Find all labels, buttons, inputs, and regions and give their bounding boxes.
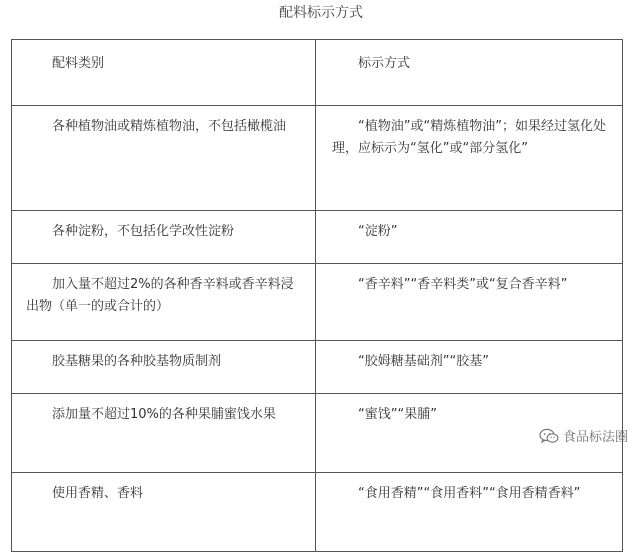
- table-row: [12, 211, 623, 264]
- table-header-row: [12, 40, 623, 106]
- category-cell: 添加量不超过10%的各种果脯蜜饯水果: [12, 394, 316, 473]
- watermark-text: 食品标法圈: [562, 430, 628, 445]
- watermark: [539, 426, 628, 445]
- table-row: [12, 394, 623, 473]
- ingredient-labeling-table: [11, 39, 623, 552]
- category-cell: 各种淀粉，不包括化学改性淀粉: [12, 211, 316, 264]
- header-category: 配料类别: [12, 40, 316, 106]
- table-row: [12, 106, 623, 211]
- labeling-cell: “胶姆糖基础剂”“胶基”: [316, 341, 623, 394]
- table-row: [12, 264, 623, 341]
- table-row: [12, 341, 623, 394]
- table-row: [12, 473, 623, 552]
- category-cell: 使用香精、香料: [12, 473, 316, 552]
- labeling-cell: “食用香精”“食用香料”“食用香精香料”: [316, 473, 623, 552]
- category-cell: 各种植物油或精炼植物油，不包括橄榄油: [12, 106, 316, 211]
- category-cell: 加入量不超过2%的各种香辛料或香辛料浸出物（单一的或合计的）: [12, 264, 316, 341]
- wechat-icon: [539, 428, 559, 444]
- labeling-cell: “蜜饯”“果脯”: [316, 394, 623, 473]
- page-title: 配料标示方式: [279, 5, 363, 21]
- labeling-cell: “植物油”或“精炼植物油”；如果经过氢化处理，应标示为“氢化”或“部分氢化”: [316, 106, 623, 211]
- category-cell: 胶基糖果的各种胶基物质制剂: [12, 341, 316, 394]
- labeling-cell: “淀粉”: [316, 211, 623, 264]
- labeling-cell: “香辛料”“香辛料类”或“复合香辛料”: [316, 264, 623, 341]
- header-labeling: 标示方式: [316, 40, 623, 106]
